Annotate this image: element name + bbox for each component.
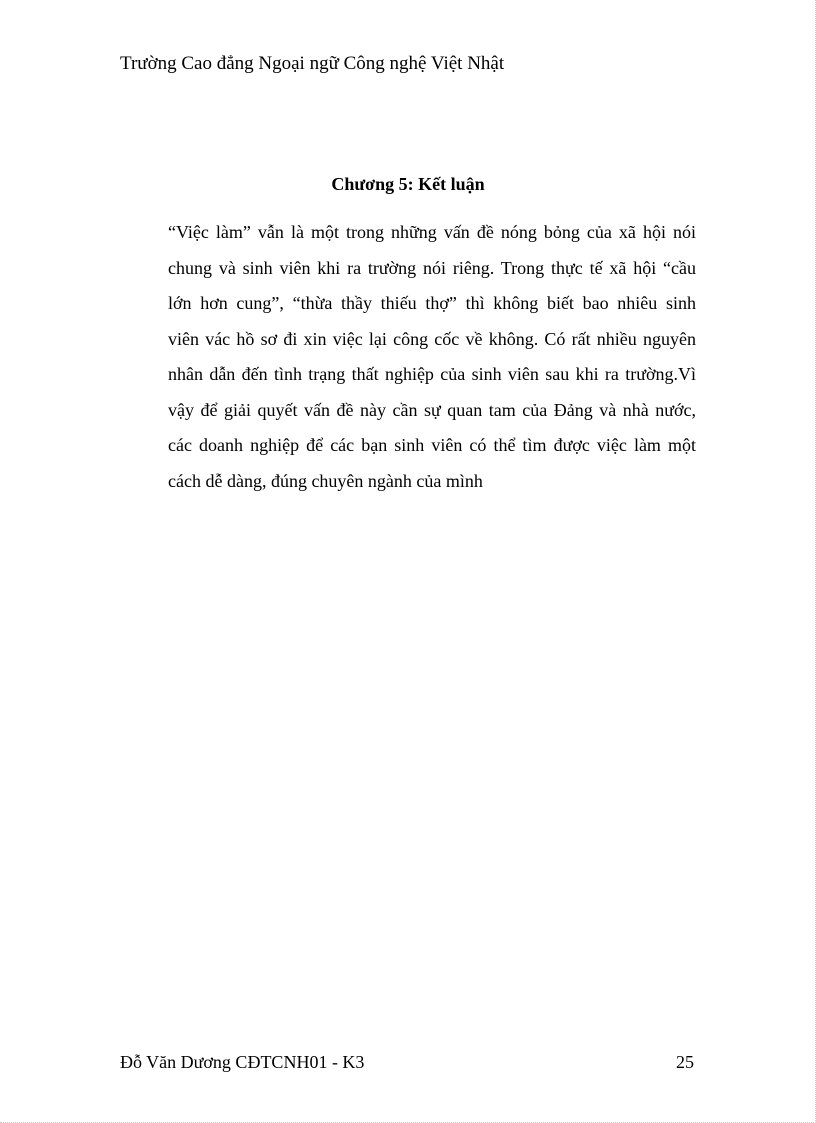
footer-author-class: Đỗ Văn Dương CĐTCNH01 - K3 [120, 1052, 365, 1072]
paragraph-line: lớn hơn cung”, “thừa thầy thiếu thợ” thì không biết bao nhiêu sinh [168, 293, 696, 313]
page-header: Trường Cao đẳng Ngoại ngữ Công nghệ Việt Nhật [120, 53, 505, 74]
paragraph-line: viên vác hồ sơ đi xin việc lại công cốc về không. Có rất nhiều nguyên [168, 328, 696, 349]
paragraph-line: vậy để giải quyết vấn đề này cần sự quan tam của Đảng và nhà nước, [168, 399, 696, 420]
paragraph-line: nhân dẫn đến tình trạng thất nghiệp của sinh viên sau khi ra trường.Vì [168, 364, 696, 384]
paragraph-line: chung và sinh viên khi ra trường nói riêng. Trong thực tế xã hội “cầu [168, 257, 696, 278]
page-number: 25 [676, 1052, 694, 1072]
paragraph-line: các doanh nghiệp để các bạn sinh viên có thể tìm được việc làm một [168, 435, 696, 455]
paragraph-line: cách dễ dàng, đúng chuyên ngành của mình [168, 470, 483, 491]
chapter-title: Chương 5: Kết luận [331, 174, 485, 194]
body-paragraph [168, 215, 696, 499]
paragraph-line: “Việc làm” vẫn là một trong những vấn đề nóng bỏng của xã hội nói [168, 222, 696, 242]
